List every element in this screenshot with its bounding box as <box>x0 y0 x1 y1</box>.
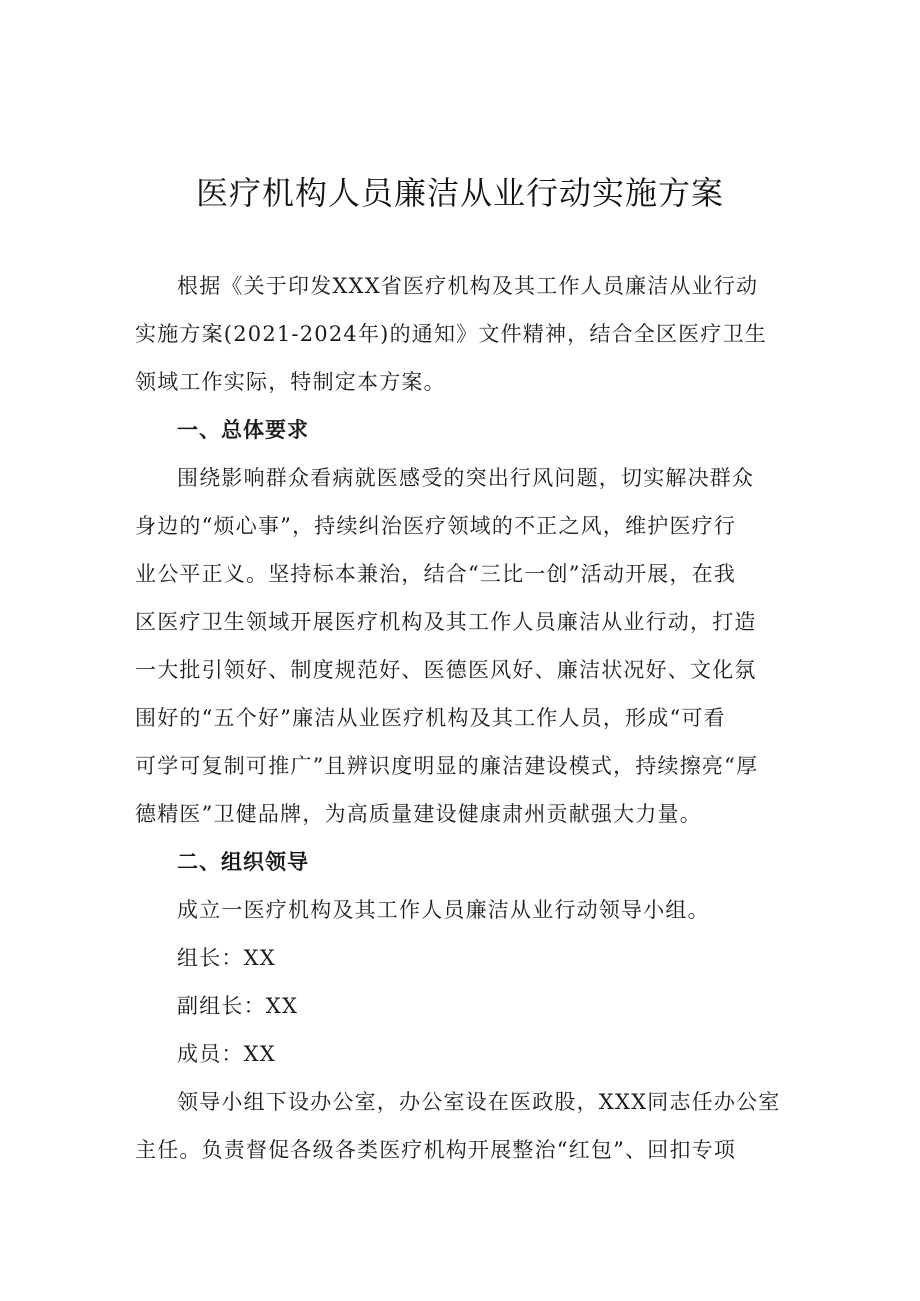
members-line: 成员：XX <box>177 1042 276 1066</box>
organization-intro-line: 成立一医疗机构及其工作人员廉洁从业行动领导小组。 <box>177 898 710 922</box>
deputy-leader-line: 副组长：XX <box>177 994 299 1018</box>
document-title: 医疗机构人员廉洁从业行动实施方案 <box>195 174 724 212</box>
group-leader-line: 组长：XX <box>177 946 276 970</box>
office-paragraph: 领导小组下设办公室，办公室设在医政股，XXX同志任办公室 主任。负责督促各级各类医疗机构开展整治“红包”、回扣专项 <box>135 1090 781 1162</box>
section-heading-general-requirements: 一、总体要求 <box>177 418 309 442</box>
intro-paragraph: 根据《关于印发XXX省医疗机构及其工作人员廉洁从业行动 实施方案(2021-2024年)的通知》文件精神，结合全区医疗卫生 领域工作实际，特制定本方案。 <box>135 274 767 394</box>
general-requirements-paragraph: 围绕影响群众看病就医感受的突出行风问题，切实解决群众 身边的“烦心事”，持续纠治医疗领域的不正之风，维护医疗行 业公平正义。坚持标本兼治，结合“三比一创”活动开展，在我 区医疗卫生领域开展医疗机构及其工作人员廉洁从业行动，打造 一大批引领好、制度规范好、医德医风好、廉洁状况好、文化氛 围好的“五个好”廉洁从业医疗机构及其工作人员，形成“可看 可学可复制可推广”且辨识度明显的廉洁建设模式，持续擦亮“厚 德精医”卫健品牌，为高质量建设健康肃州贡献强大力量。 <box>135 466 759 826</box>
section-heading-organization: 二、组织领导 <box>177 850 309 874</box>
document-body <box>135 262 795 1174</box>
